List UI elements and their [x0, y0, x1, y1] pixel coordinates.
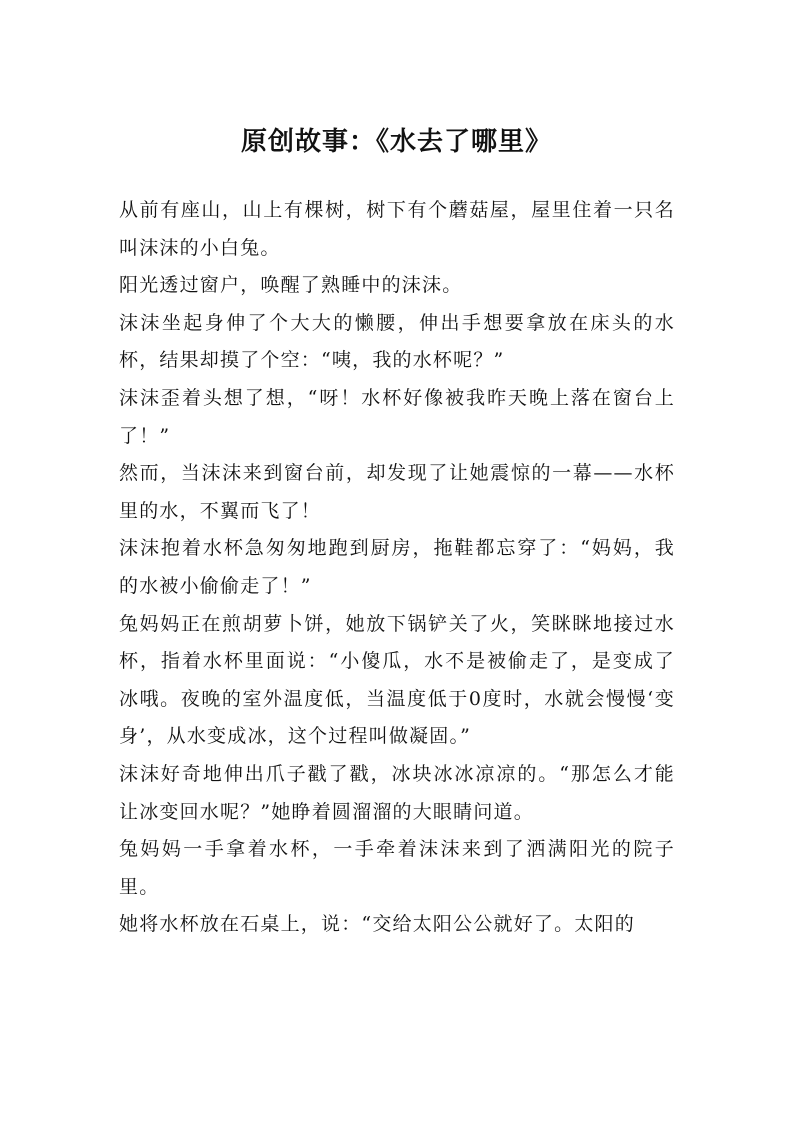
paragraph: 沫沫抱着水杯急匆匆地跑到厨房，拖鞋都忘穿了：“妈妈，我的水被小偷偷走了！”	[119, 537, 675, 597]
paragraph: 从前有座山，山上有棵树，树下有个蘑菇屋，屋里住着一只名叫沫沫的小白兔。	[119, 199, 675, 259]
story-body	[119, 192, 675, 944]
paragraph: 兔妈妈一手拿着水杯，一手牵着沫沫来到了洒满阳光的院子里。	[119, 838, 675, 898]
paragraph: 沫沫歪着头想了想，“呀！水杯好像被我昨天晚上落在窗台上了！”	[119, 386, 675, 447]
document-title: 原创故事：《水去了哪里》	[240, 127, 552, 157]
paragraph: 兔妈妈正在煎胡萝卜饼，她放下锅铲关了火，笑眯眯地接过水杯，指着水杯里面说：“小傻瓜，水不是被偷走了，是变成了冰哦。夜晚的室外温度低，当温度低于0度时，水就会慢慢‘变身’，从水变成冰，这个过程叫做凝固。”	[119, 612, 675, 748]
paragraph: 沫沫坐起身伸了个大大的懒腰，伸出手想要拿放在床头的水杯，结果却摸了个空：“咦，我的水杯呢？”	[119, 311, 675, 372]
paragraph: 然而，当沫沫来到窗台前，却发现了让她震惊的一幕——水杯里的水，不翼而飞了！	[119, 462, 675, 522]
paragraph: 她将水杯放在石桌上，说：“交给太阳公公就好了。太阳的	[119, 913, 635, 936]
paragraph: 沫沫好奇地伸出爪子戳了戳，冰块冰冰凉凉的。“那怎么才能让冰变回水呢？”她睁着圆溜溜的大眼睛问道。	[119, 762, 675, 823]
paragraph: 阳光透过窗户，唤醒了熟睡中的沫沫。	[119, 274, 463, 297]
